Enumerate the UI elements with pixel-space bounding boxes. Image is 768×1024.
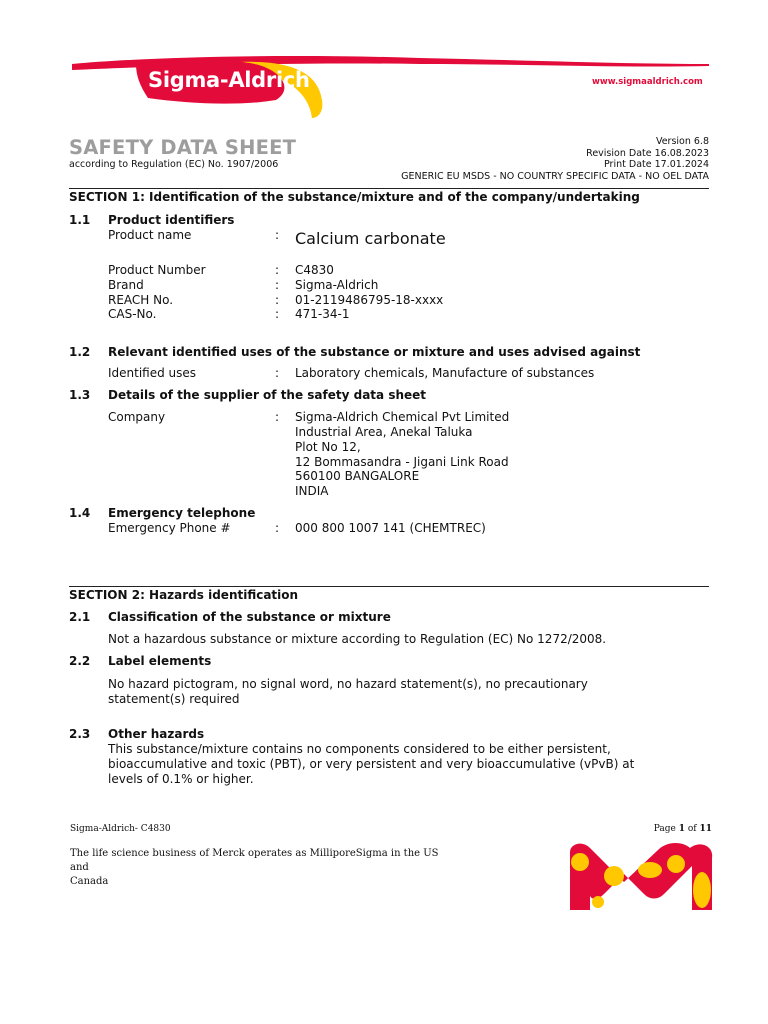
brand-registered-mark: ® — [309, 73, 317, 81]
identified-uses-label: Identified uses — [108, 366, 197, 380]
subsection-heading: Relevant identified uses of the substance or mixture and uses advised against — [108, 345, 641, 359]
section1-title: SECTION 1: Identification of the substance/mixture and of the company/undertaking — [69, 190, 640, 204]
company-label: Company — [108, 410, 166, 424]
colon: : — [275, 366, 280, 380]
emergency-phone-label: Emergency Phone # — [108, 521, 231, 535]
product-number-value: C4830 — [295, 263, 334, 277]
footer-product-ref: Sigma-Aldrich- C4830 — [70, 824, 171, 834]
other-hazards-text: levels of 0.1% or higher. — [108, 772, 254, 786]
document-title: SAFETY DATA SHEET — [69, 136, 297, 159]
colon: : — [275, 410, 280, 424]
company-address-line: INDIA — [295, 484, 329, 498]
document-subtitle: according to Regulation (EC) No. 1907/2006 — [69, 159, 279, 170]
section2-divider — [69, 586, 709, 587]
product-name-label: Product name — [108, 228, 192, 242]
other-hazards-text: bioaccumulative and toxic (PBT), or very persistent and very bioaccumulative (vPvB) at — [108, 757, 635, 771]
identified-uses-value: Laboratory chemicals, Manufacture of substances — [295, 366, 595, 380]
generic-note: GENERIC EU MSDS - NO COUNTRY SPECIFIC DATA - NO OEL DATA — [401, 171, 709, 182]
page-of-label: of — [687, 824, 697, 834]
cas-value: 471-34-1 — [295, 307, 350, 321]
colon: : — [275, 228, 280, 242]
brand-name: Sigma-Aldrich — [148, 68, 310, 92]
footer-note-line: Canada — [70, 876, 109, 887]
page-total: 11 — [699, 824, 712, 834]
colon: : — [275, 278, 280, 292]
brand-value: Sigma-Aldrich — [295, 278, 379, 292]
footer-note-line: The life science business of Merck operates as MilliporeSigma in the US and — [70, 848, 439, 873]
colon: : — [275, 307, 280, 321]
subsection-number: 1.4 — [69, 506, 91, 520]
company-address-line: Sigma-Aldrich Chemical Pvt Limited — [295, 410, 510, 424]
company-address-line: Industrial Area, Anekal Taluka — [295, 425, 473, 439]
company-address-line: Plot No 12, — [295, 440, 361, 454]
product-name-value: Calcium carbonate — [295, 229, 446, 248]
subsection-number: 2.2 — [69, 654, 91, 668]
colon: : — [275, 293, 280, 307]
version-text: Version 6.8 — [655, 136, 709, 147]
reach-value: 01-2119486795-18-xxxx — [295, 293, 444, 307]
other-hazards-text: This substance/mixture contains no components considered to be either persistent, — [108, 742, 611, 756]
section1-divider — [69, 188, 709, 189]
colon: : — [275, 263, 280, 277]
brand-logo[interactable] — [148, 68, 316, 92]
subsection-heading: Product identifiers — [108, 213, 235, 227]
classification-text: Not a hazardous substance or mixture according to Regulation (EC) No 1272/2008. — [108, 632, 607, 646]
brand-label: Brand — [108, 278, 144, 292]
subsection-number: 1.1 — [69, 213, 91, 227]
footer-note — [70, 847, 450, 889]
subsection-number: 1.3 — [69, 388, 91, 402]
reach-label: REACH No. — [108, 293, 174, 307]
subsection-heading: Emergency telephone — [108, 506, 256, 520]
subsection-heading: Label elements — [108, 654, 212, 668]
subsection-number: 2.1 — [69, 610, 91, 624]
cas-label: CAS-No. — [108, 307, 157, 321]
subsection-heading: Details of the supplier of the safety data sheet — [108, 388, 427, 402]
company-address-line: 12 Bommasandra - Jigani Link Road — [295, 455, 509, 469]
subsection-heading: Other hazards — [108, 727, 205, 741]
revision-date: Revision Date 16.08.2023 — [586, 148, 709, 159]
subsection-number: 1.2 — [69, 345, 91, 359]
print-date: Print Date 17.01.2024 — [604, 159, 709, 170]
page-number: 1 — [678, 824, 685, 834]
subsection-number: 2.3 — [69, 727, 91, 741]
header-banner — [0, 0, 768, 120]
merck-logo-icon — [568, 842, 714, 912]
page-indicator — [654, 824, 712, 834]
emergency-phone-value: 000 800 1007 141 (CHEMTREC) — [295, 521, 486, 535]
company-address-line: 560100 BANGALORE — [295, 469, 420, 483]
colon: : — [275, 521, 280, 535]
website-link[interactable]: www.sigmaaldrich.com — [592, 77, 703, 87]
label-elements-text: statement(s) required — [108, 692, 240, 706]
product-number-label: Product Number — [108, 263, 206, 277]
section2-title: SECTION 2: Hazards identification — [69, 588, 299, 602]
page-label: Page — [653, 824, 676, 834]
subsection-heading: Classification of the substance or mixture — [108, 610, 391, 624]
label-elements-text: No hazard pictogram, no signal word, no hazard statement(s), no precautionary — [108, 677, 588, 691]
